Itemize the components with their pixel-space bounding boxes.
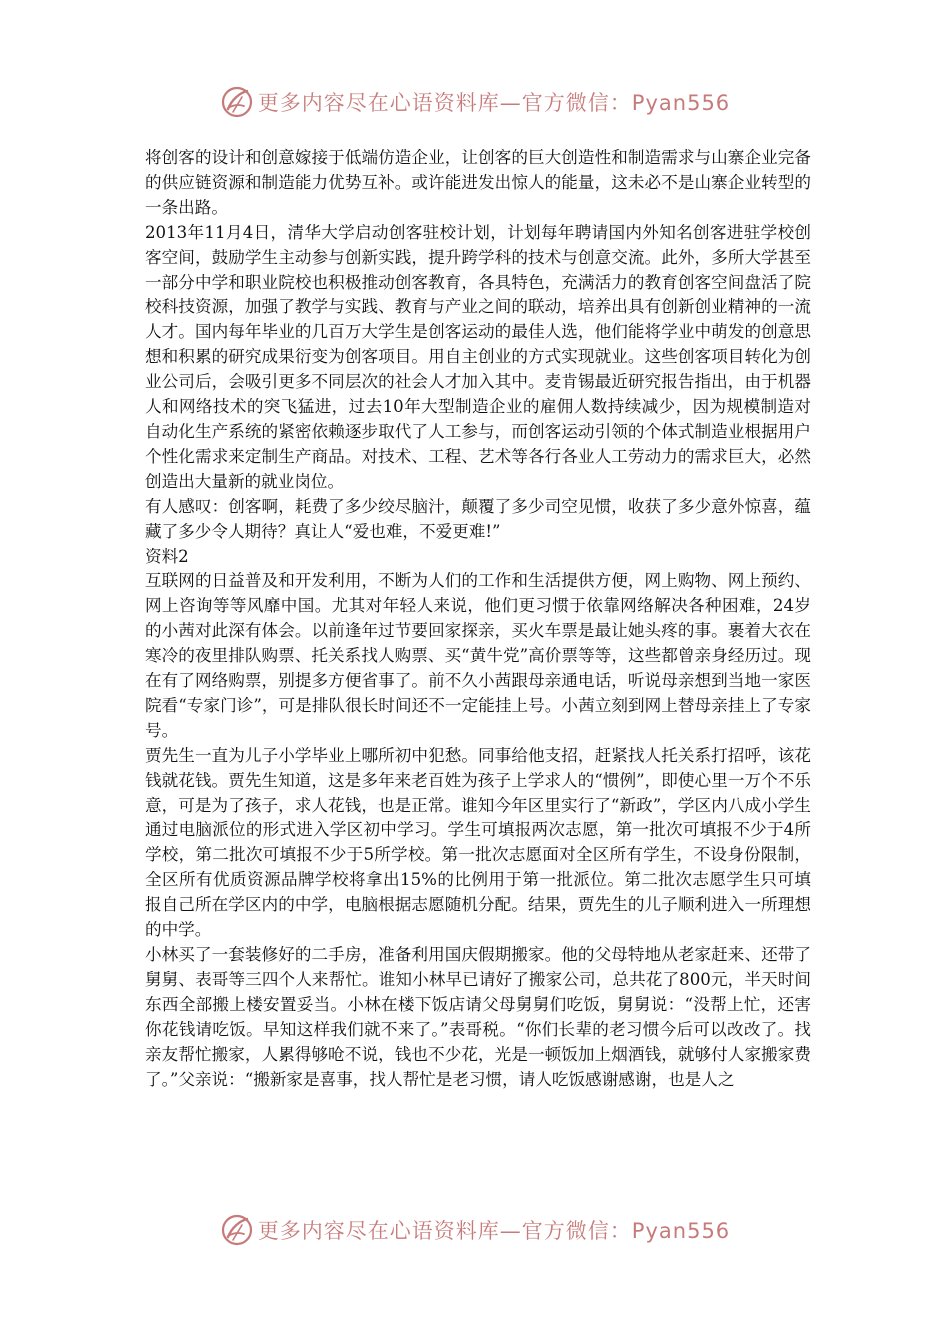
pen-signature-logo-icon xyxy=(220,1213,254,1247)
pen-signature-logo-icon xyxy=(220,85,254,119)
paragraph: 2013年11月4日，清华大学启动创客驻校计划，计划每年聘请国内外知名创客进驻学校创客空间，鼓励学生主动参与创新实践，提升跨学科的技术与创意交流。此外，多所大学甚至一部分中学和职业院校也积极推动创客教育，各具特色，充满活力的教育创客空间盘活了院校科技资源，加强了教学与实践、教育与产业之间的联动，培养出具有创新创业精神的一流人才。国内每年毕业的几百万大学生是创客运动的最佳人选，他们能将学业中萌发的创意思想和积累的研究成果衍变为创客项目。用自主创业的方式实现就业。这些创客项目转化为创业公司后，会吸引更多不同层次的社会人才加入其中。麦肯锡最近研究报告指出，由于机器人和网络技术的突飞猛进，过去10年大型制造企业的雇佣人数持续减少，因为规模制造对自动化生产系统的紧密依赖逐步取代了人工参与，而创客运动引领的个体式制造业根据用户个性化需求来定制生产商品。对技术、工程、艺术等各行各业人工劳动力的需求巨大，必然创造出大量新的就业岗位。 xyxy=(145,222,811,491)
header-banner xyxy=(0,80,950,124)
footer-banner xyxy=(0,1208,950,1252)
paragraph: 互联网的日益普及和开发利用，不断为人们的工作和生活提供方便，网上购物、网上预约、网上咨询等等风靡中国。尤其对年轻人来说，他们更习惯于依靠网络解决各种困难，24岁的小茜对此深有体会。以前逢年过节要回家探亲，买火车票是最让她头疼的事。裹着大衣在寒冷的夜里排队购票、托关系找人购票、买“黄牛党”高价票等等，这些都曾亲身经历过。现在有了网络购票，别提多方便省事了。前不久小茜跟母亲通电话，听说母亲想到当地一家医院看“专家门诊”，可是排队很长时间还不一定能挂上号。小茜立刻到网上替母亲挂上了专家号。 xyxy=(145,571,811,740)
document-body xyxy=(145,146,811,1092)
paragraph: 有人感叹：创客啊，耗费了多少绞尽脑汁，颠覆了多少司空见惯，收获了多少意外惊喜，蕴藏了多少令人期待？真让人“爱也难，不爱更难!” xyxy=(145,496,811,541)
paragraph: 小林买了一套装修好的二手房，准备利用国庆假期搬家。他的父母特地从老家赶来、还带了舅舅、表哥等三四个人来帮忙。谁知小林早已请好了搬家公司，总共花了800元，半天时间东西全部搬上楼安置妥当。小林在楼下饭店请父母舅舅们吃饭，舅舅说：“没帮上忙，还害你花钱请吃饭。早知这样我们就不来了。”表哥税。“你们长辈的老习惯今后可以改改了。找亲友帮忙搬家，人累得够呛不说，钱也不少花，光是一顿饭加上烟酒钱，就够付人家搬家费了。”父亲说：“搬新家是喜事，找人帮忙是老习惯，请人吃饭感谢感谢，也是人之 xyxy=(145,945,811,1089)
banner-text: 更多内容尽在心语资料库—官方微信：Pyan556 xyxy=(257,91,731,115)
paragraph: 贾先生一直为儿子小学毕业上哪所初中犯愁。同事给他支招，赶紧找人托关系打招呼，该花钱就花钱。贾先生知道，这是多年来老百姓为孩子上学求人的“惯例”，即使心里一万个不乐意，可是为了孩子，求人花钱，也是正常。谁知今年区里实行了“新政”，学区内八成小学生通过电脑派位的形式进入学区初中学习。学生可填报两次志愿，第一批次可填报不少于4所学校，第二批次可填报不少于5所学校。第一批次志愿面对全区所有学生，不设身份限制，全区所有优质资源品牌学校将拿出15%的比例用于第一批派位。第二批次志愿学生只可填报自己所在学区内的中学，电脑根据志愿随机分配。结果，贾先生的儿子顺利进入一所理想的中学。 xyxy=(145,745,811,940)
banner-text: 更多内容尽在心语资料库—官方微信：Pyan556 xyxy=(257,1219,731,1243)
paragraph: 将创客的设计和创意嫁接于低端仿造企业，让创客的巨大创造性和制造需求与山寨企业完备的供应链资源和制造能力优势互补。或许能进发出惊人的能量，这未必不是山寨企业转型的一条出路。 xyxy=(145,148,811,217)
section-heading: 资料2 xyxy=(145,546,189,566)
